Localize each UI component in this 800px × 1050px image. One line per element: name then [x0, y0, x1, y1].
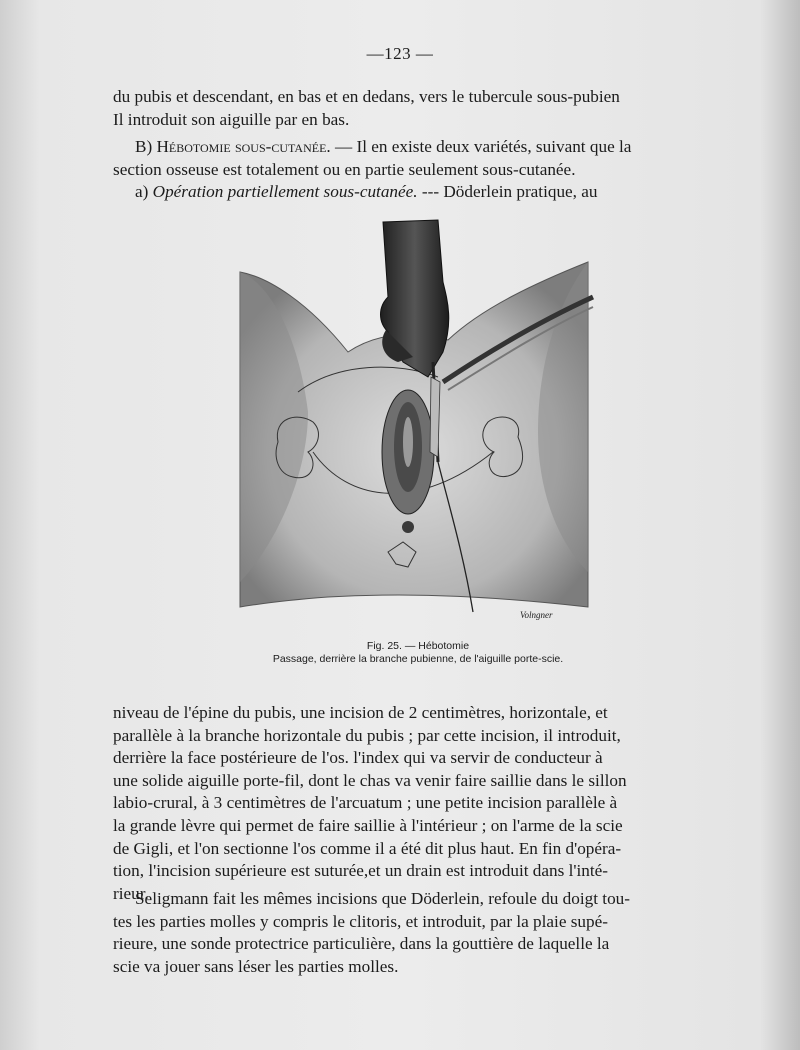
text-line: scie va jouer sans léser les parties molles. [113, 956, 399, 976]
text-line: tion, l'incision supérieure est suturée,et un drain est introduit dans l'inté- [113, 861, 608, 881]
seligmann-paragraph [113, 888, 711, 978]
text-line: du pubis et descendant, en bas et en dedans, vers le tubercule sous-pubien [113, 87, 620, 106]
figure-caption-text: Passage, derrière la branche pubienne, de l'aiguille porte-scie. [272, 653, 564, 665]
figure [238, 212, 598, 665]
text-line: parallèle à la branche horizontale du pubis ; par cette incision, il introduit, [113, 725, 621, 745]
artist-signature: Volngner [520, 610, 553, 620]
text-line: Il introduit son aiguille par en bas. [113, 109, 350, 129]
section-b-line1-rest: — Il en existe deux variétés, suivant que la [330, 137, 632, 156]
section-a-line [113, 181, 711, 204]
text-line: de Gigli, et l'on sectionne l'os comme il a été dit plus haut. En fin d'opéra- [113, 838, 622, 858]
text-line: rieur. [113, 883, 149, 903]
figure-caption-title: Fig. 25. — Hébotomie [366, 640, 470, 652]
section-a-heading: Opération partiellement sous-cutanée. [152, 182, 418, 201]
text-line: une solide aiguille porte-fil, dont le chas va venir faire saillie dans le sillon [113, 770, 627, 790]
text-line: tes les parties molles y compris le clitoris, et introduit, par la plaie supé- [113, 911, 608, 931]
section-b-first-line [113, 136, 711, 159]
page-number: —123 — [366, 44, 434, 63]
section-b-paragraph [113, 136, 711, 181]
section-b-marker: B) [135, 137, 157, 156]
top-paragraph [113, 86, 711, 131]
text-line: niveau de l'épine du pubis, une incision de 2 centimètres, horizontale, et [113, 703, 608, 722]
section-a-marker: a) [135, 182, 153, 201]
section-a-line-rest: --- Döderlein pratique, au [417, 182, 598, 201]
surgical-illustration [238, 212, 598, 622]
section-b-heading: Hébotomie sous-cutanée. [156, 137, 331, 156]
text-line: labio-crural, à 3 centimètres de l'arcuatum ; une petite incision parallèle à [113, 793, 618, 813]
text-line: section osseuse est totalement ou en partie seulement sous-cutanée. [113, 159, 576, 179]
text-line: la grande lèvre qui permet de faire saillie à l'intérieur ; on l'arme de la scie [113, 815, 623, 835]
section-a-paragraph [113, 181, 711, 204]
body-paragraph [113, 702, 711, 905]
text-line: derrière la face postérieure de l'os. l'index qui va servir de conducteur à [113, 748, 603, 768]
text-line: Seligmann fait les mêmes incisions que Döderlein, refoule du doigt tou- [135, 889, 630, 908]
text-line: rieure, une sonde protectrice particulière, dans la gouttière de laquelle la [113, 934, 610, 954]
